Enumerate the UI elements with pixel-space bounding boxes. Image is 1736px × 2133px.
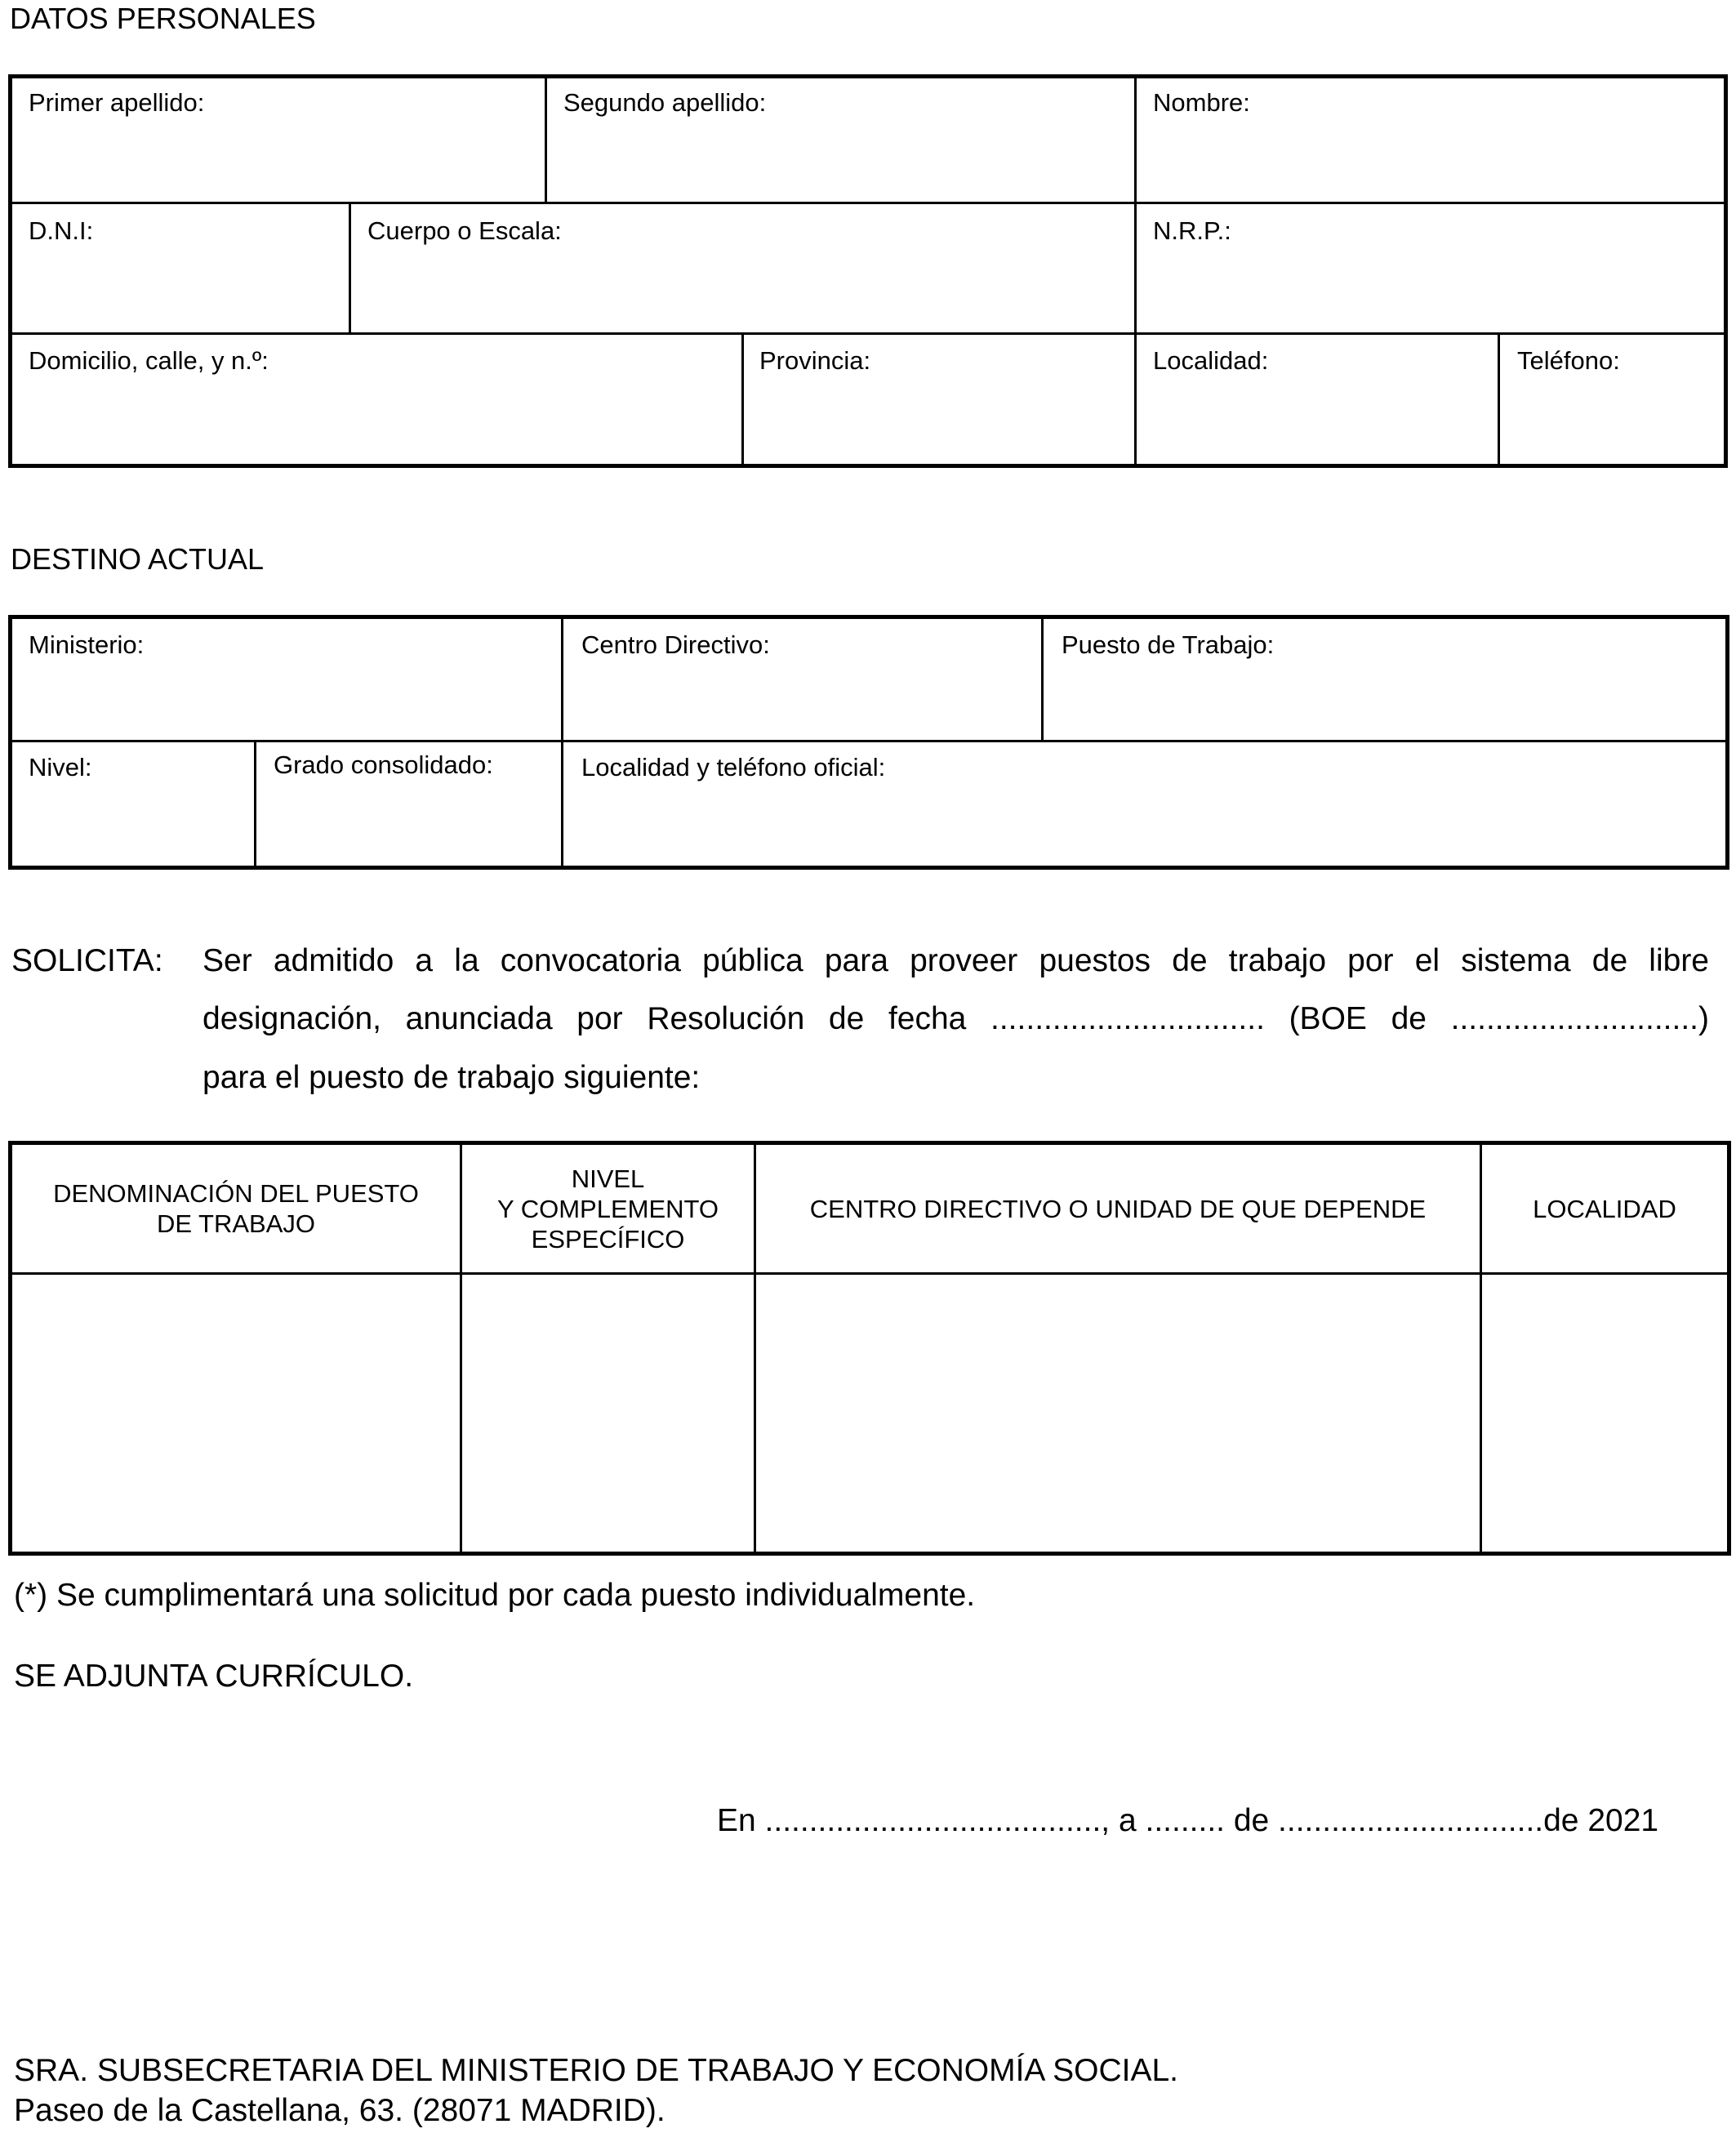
solicita-label: SOLICITA:	[11, 943, 163, 978]
grado-consolidado-field[interactable]: Grado consolidado:	[274, 750, 493, 779]
column-divider	[1498, 332, 1500, 468]
solicita-line-1: Ser admitido a la convocatoria pública para proveer puestos de trabajo por el sistema de libre	[203, 943, 1709, 978]
ministerio-field[interactable]: Ministerio:	[29, 630, 145, 659]
column-divider	[349, 202, 351, 334]
header-denominacion-line: DE TRABAJO	[156, 1209, 316, 1238]
header-denominacion	[12, 1145, 460, 1272]
localidad-field[interactable]: Localidad:	[1153, 346, 1269, 375]
header-nivel-line: Y COMPLEMENTO	[496, 1194, 719, 1223]
date-place-line[interactable]: En ......................................, a ......... de ..............................de 2021	[717, 1803, 1659, 1838]
localidad-telefono-field[interactable]: Localidad y teléfono oficial:	[581, 753, 886, 782]
segundo-apellido-field[interactable]: Segundo apellido:	[563, 88, 767, 117]
provincia-field[interactable]: Provincia:	[759, 346, 871, 375]
column-divider	[1041, 615, 1044, 741]
cell-nivel-input[interactable]	[462, 1275, 754, 1552]
dni-field[interactable]: D.N.I:	[29, 216, 94, 245]
header-localidad-text: LOCALIDAD	[1533, 1194, 1676, 1223]
cell-denominacion-input[interactable]	[12, 1275, 460, 1552]
domicilio-field[interactable]: Domicilio, calle, y n.º:	[29, 346, 269, 375]
section-title-datos-personales: DATOS PERSONALES	[10, 2, 316, 35]
addressee-line-1: SRA. SUBSECRETARIA DEL MINISTERIO DE TRABAJO Y ECONOMÍA SOCIAL.	[14, 2053, 1179, 2088]
cell-localidad-input[interactable]	[1482, 1275, 1727, 1552]
column-divider	[254, 740, 256, 870]
adjunta-curriculo: SE ADJUNTA CURRÍCULO.	[14, 1659, 414, 1694]
footnote: (*) Se cumplimentará una solicitud por cada puesto individualmente.	[14, 1578, 976, 1613]
datos-personales-box	[8, 74, 1728, 468]
puesto-trabajo-field[interactable]: Puesto de Trabajo:	[1062, 630, 1275, 659]
column-divider	[545, 74, 547, 203]
centro-directivo-field[interactable]: Centro Directivo:	[581, 630, 770, 659]
nrp-field[interactable]: N.R.P.:	[1153, 216, 1231, 245]
nivel-field[interactable]: Nivel:	[29, 753, 92, 782]
header-localidad	[1482, 1145, 1727, 1272]
column-divider	[1134, 74, 1137, 468]
cuerpo-escala-field[interactable]: Cuerpo o Escala:	[367, 216, 562, 245]
header-centro-text: CENTRO DIRECTIVO O UNIDAD DE QUE DEPENDE	[809, 1194, 1427, 1223]
row-divider	[8, 202, 1728, 204]
solicita-line-3: para el puesto de trabajo siguiente:	[203, 1060, 701, 1095]
solicita-line-2: designación, anunciada por Resolución de fecha ............................... (BOE de ............................)	[203, 1001, 1709, 1036]
header-nivel-complemento	[462, 1145, 754, 1272]
header-centro-directivo	[756, 1145, 1480, 1272]
addressee-line-2: Paseo de la Castellana, 63. (28071 MADRID).	[14, 2093, 665, 2128]
header-nivel-line: ESPECÍFICO	[531, 1224, 685, 1254]
header-nivel-line: NIVEL	[571, 1164, 645, 1193]
telefono-field[interactable]: Teléfono:	[1517, 346, 1620, 375]
section-title-destino-actual: DESTINO ACTUAL	[11, 542, 265, 576]
row-divider	[8, 332, 1728, 335]
row-divider	[8, 740, 1729, 742]
nombre-field[interactable]: Nombre:	[1153, 88, 1250, 117]
header-denominacion-line: DENOMINACIÓN DEL PUESTO	[53, 1179, 419, 1208]
destino-actual-box	[8, 615, 1729, 870]
primer-apellido-field[interactable]: Primer apellido:	[29, 88, 205, 117]
cell-centro-input[interactable]	[756, 1275, 1480, 1552]
column-divider	[741, 332, 744, 468]
column-divider	[561, 615, 563, 870]
